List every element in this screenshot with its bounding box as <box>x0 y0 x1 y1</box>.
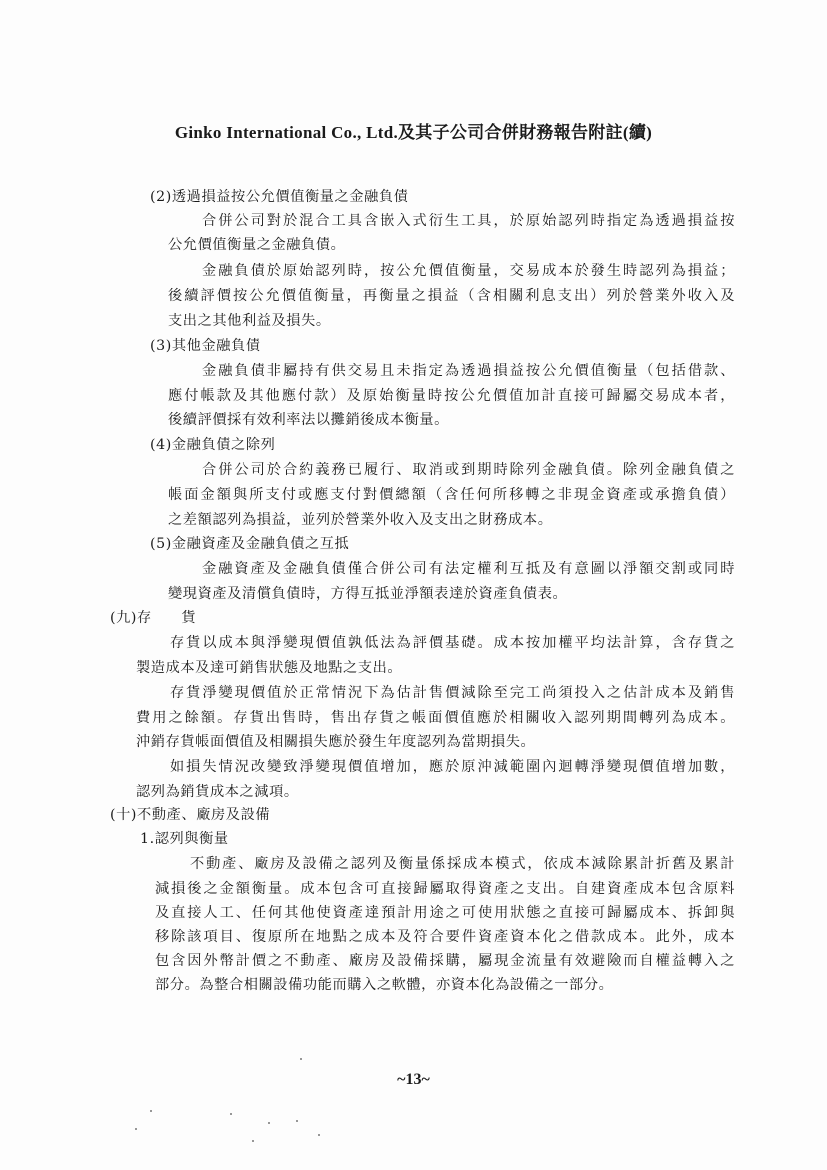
paragraph-line: 後續評價採有效利率法以攤銷後成本衡量。 <box>168 412 449 428</box>
paragraph-line: 之差額認列為損益，並列於營業外收入及支出之財務成本。 <box>168 512 553 528</box>
section-heading: (九)存 貨 <box>110 610 197 626</box>
page-title: Ginko International Co., Ltd.及其子公司合併財務報告附註(續) <box>174 123 653 142</box>
scan-speck <box>150 1110 152 1112</box>
paragraph-line: 如損失情況改變致淨變現價值增加，應於原沖減範圍內迴轉淨變現價值增加數， <box>170 759 735 775</box>
subsection-heading: 1.認列與衡量 <box>140 831 229 847</box>
paragraph-line: 製造成本及達可銷售狀態及地點之支出。 <box>136 660 403 676</box>
paragraph-line: 減損後之金額衡量。成本包含可直接歸屬取得資產之支出。自建資產成本包含原料 <box>155 881 735 897</box>
paragraph-line: 合併公司對於混合工具含嵌入式衍生工具，於原始認列時指定為透過損益按 <box>202 213 735 229</box>
paragraph-line: 合併公司於合約義務已履行、取消或到期時除列金融負債。除列金融負債之 <box>202 462 735 478</box>
paragraph-line: 部分。為整合相關設備功能而購入之軟體，亦資本化為設備之一部分。 <box>155 977 614 993</box>
paragraph-line: 金融負債非屬持有供交易且未指定為透過損益按公允價值衡量（包括借款、 <box>202 363 735 379</box>
paragraph-line: 存貨以成本與淨變現價值孰低法為評價基礎。成本按加權平均法計算，含存貨之 <box>170 635 735 651</box>
page-number: ~13~ <box>397 1071 430 1088</box>
paragraph-line: 支出之其他利益及損失。 <box>168 313 331 329</box>
paragraph-line: 變現資產及清償負債時，方得互抵並淨額表達於資產負債表。 <box>168 586 568 602</box>
paragraph-line: 認列為銷貨成本之減項。 <box>136 784 299 800</box>
paragraph-line: 應付帳款及其他應付款）及原始衡量時按公允價值加計直接可歸屬交易成本者， <box>168 388 735 404</box>
paragraph-line: 存貨淨變現價值於正常情況下為估計售價減除至完工尚須投入之估計成本及銷售 <box>170 685 735 701</box>
subsection-heading: (4)金融負債之除列 <box>150 437 276 453</box>
scan-speck <box>296 1120 298 1122</box>
paragraph-line: 費用之餘額。存貨出售時，售出存貨之帳面價值應於相關收入認列期間轉列為成本。 <box>136 710 735 726</box>
paragraph-line: 後續評價按公允價值衡量，再衡量之損益（含相關利息支出）列於營業外收入及 <box>168 288 735 304</box>
paragraph-line: 沖銷存貨帳面價值及相關損失應於發生年度認列為當期損失。 <box>136 734 536 750</box>
section-heading: (十)不動產、廠房及設備 <box>110 807 271 823</box>
paragraph-line: 公允價值衡量之金融負債。 <box>168 237 346 253</box>
scan-speck <box>300 1058 302 1060</box>
paragraph-line: 金融負債於原始認列時，按公允價值衡量，交易成本於發生時認列為損益； <box>202 263 735 279</box>
scan-speck <box>318 1134 320 1136</box>
scan-speck <box>268 1122 270 1124</box>
paragraph-line: 包含因外幣計價之不動產、廠房及設備採購，屬現金流量有效避險而自權益轉入之 <box>155 953 735 969</box>
subsection-heading: (5)金融資產及金融負債之互抵 <box>150 536 350 552</box>
paragraph-line: 不動產、廠房及設備之認列及衡量係採成本模式，依成本減除累計折舊及累計 <box>190 856 735 872</box>
paragraph-line: 帳面金額與所支付或應支付對價總額（含任何所移轉之非現金資產或承擔負債） <box>168 487 735 503</box>
scan-speck <box>252 1140 254 1142</box>
subsection-heading: (2)透過損益按公允價值衡量之金融負債 <box>150 189 409 205</box>
paragraph-line: 金融資產及金融負債僅合併公司有法定權利互抵及有意圖以淨額交割或同時 <box>202 561 735 577</box>
scan-speck <box>230 1113 232 1115</box>
paragraph-line: 及直接人工、任何其他使資產達預計用途之可使用狀態之直接可歸屬成本、拆卸與 <box>155 905 735 921</box>
paragraph-line: 移除該項目、復原所在地點之成本及符合要件資產資本化之借款成本。此外，成本 <box>155 929 735 945</box>
subsection-heading: (3)其他金融負債 <box>150 338 261 354</box>
scan-speck <box>135 1128 137 1130</box>
